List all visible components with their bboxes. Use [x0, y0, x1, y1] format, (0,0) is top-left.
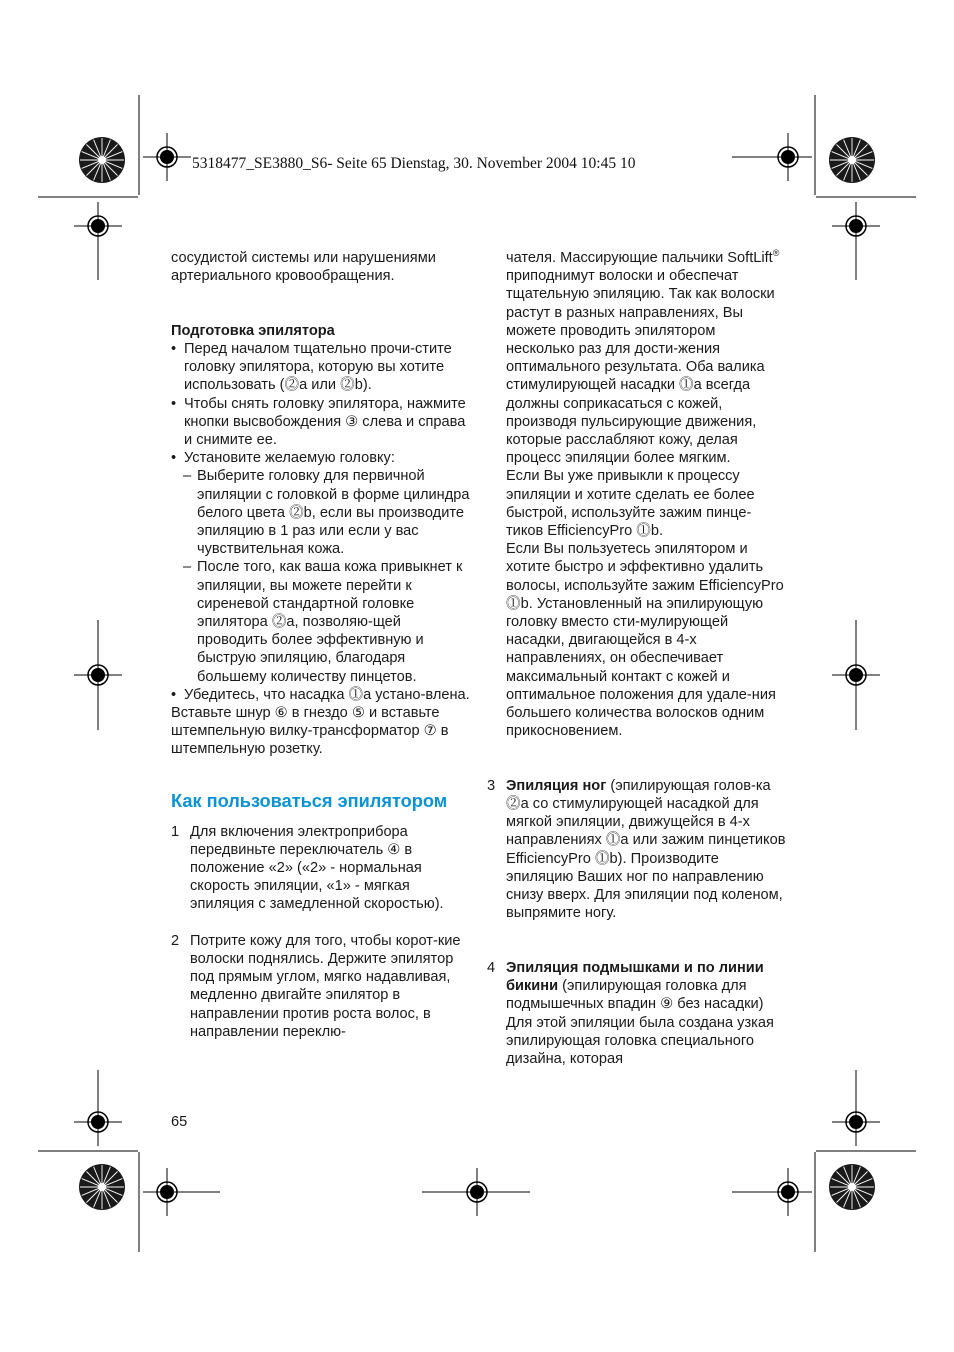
step-3 — [487, 777, 787, 923]
prep-bullet-attachment: • Убедитесь, что насадка ⓵a устано-влена. — [171, 686, 471, 704]
intro-paragraph: сосудистой системы или нарушениями артериального кровообращения. — [171, 250, 436, 285]
print-slug: 5318477_SE3880_S6- Seite 65 Dienstag, 30. November 2004 10:45 10 — [192, 155, 636, 172]
prep-bullet-choose-head: • Установите желаемую головку: — [171, 449, 471, 467]
step-3-number: 3 — [487, 777, 496, 794]
head-option-standard: – После того, как ваша кожа привыкнет к эпиляции, вы можете перейти к сиреневой стандартной головке эпилятора ⓶a, позволяю-щей проводить более эффективную и быструю эпиляцию, благодаря большему количеству пинцетов. — [171, 558, 471, 685]
step-3-title: Эпиляция ног — [506, 777, 607, 794]
page-number: 65 — [171, 1114, 188, 1130]
step-3-text — [506, 777, 787, 923]
step-1-number: 1 — [171, 823, 180, 840]
efficiencypro-paragraph: Если Вы уже привыкли к процессу эпиляции и хотите сделать ее более быстрой, используйте зажим пинце-тиков EfficiencyPro ⓵b. — [506, 468, 755, 540]
step-2-text: Потрите кожу для того, чтобы корот-кие волоски поднялись. Держите эпилятор под прямым углом, мягко надавливая, медленно двигайте эпилятор в направлении против роста волос, в направлении переклю- — [190, 932, 461, 1040]
step-4-body: (эпилирующая головка для подмышечных впадин ⑨ без насадки) — [506, 978, 764, 1013]
right-column — [487, 249, 787, 1068]
step-4-number: 4 — [487, 959, 496, 976]
left-column — [171, 249, 471, 1041]
step-4-paragraph: Для этой эпиляции была создана узкая эпилирующая головка специального дизайна, которая — [506, 1014, 774, 1067]
softlift-text-a: чателя. Массирующие пальчики SoftLift — [506, 250, 773, 266]
head-option-first-use: – Выберите головку для первичной эпиляции с головкой в форме цилиндра белого цвета ⓶b, если вы производите эпиляцию в 1 раз или если у вас чувствительная кожа. — [171, 467, 471, 558]
step-4-title: Эпиляция подмышками и по линии бикини — [506, 959, 764, 995]
step-2-number: 2 — [171, 932, 180, 949]
efficiencypro-detail-paragraph: Если Вы пользуетесь эпилятором и хотите быстро и эффективно удалить волосы, используйте зажим EfficiencyPro ⓵b. Установленный на эпилирующую головку вместо сти-мулирующей насадки, двигающейся в 4-х направлениях, он обеспечивает максимальный контакт с кожей и оптимальное положения для удале-ния большего количества волосков одним прикосновением. — [506, 541, 784, 740]
step-4-text — [506, 959, 787, 1014]
section-title: Как пользоваться эпилятором — [171, 790, 448, 811]
softlift-text-b: приподнимут волоски и обеспечат тщательную эпиляцию. Так как волоски растут в разных направлениях, Вы можете проводить эпилятором несколько раз для дости-жения оптимального результата. Оба валика стимулирующей насадки ⓵a всегда должны соприкасаться с кожей, производя пульсирующие движения, которые расслабляют кожу, делая процесс эпиляции более мягким. — [506, 268, 775, 467]
prep-bullet-remove-head: • Чтобы снять головку эпилятора, нажмите кнопки высвобождения ③ слева и справа и снимите ее. — [171, 395, 471, 450]
step-1-text: Для включения электроприбора передвиньте переключатель ④ в положение «2» («2» - нормальная скорость эпиляции, «1» - мягкая эпиляция с замедленной скоростью). — [190, 823, 444, 913]
prep-heading: Подготовка эпилятора — [171, 322, 335, 339]
step-4 — [487, 959, 787, 1068]
prep-bullet-clean: • Перед началом тщательно прочи-стите головку эпилятора, которую вы хотите использовать (⓶a или ⓶b). — [171, 340, 471, 395]
step-2 — [171, 932, 471, 1041]
step-1 — [171, 823, 471, 914]
registered-mark: ® — [772, 248, 780, 259]
cord-instruction: Вставьте шнур ⑥ в гнездо ⑤ и вставьте штемпельную вилку-трансформатор ⑦ в штемпельную розетку. — [171, 705, 449, 758]
softlift-paragraph — [506, 249, 787, 467]
step-3-body: (эпилирующая голов-ка ⓶a со стимулирующей насадкой для мягкой эпиляции, движущейся в 4-х направлениях ⓵a или зажим пинцетиков EfficiencyPro ⓵b). Производите эпиляцию Ваших ног по направлению снизу вверх. Для эпиляции под коленом, выпрямите ногу. — [506, 777, 786, 922]
